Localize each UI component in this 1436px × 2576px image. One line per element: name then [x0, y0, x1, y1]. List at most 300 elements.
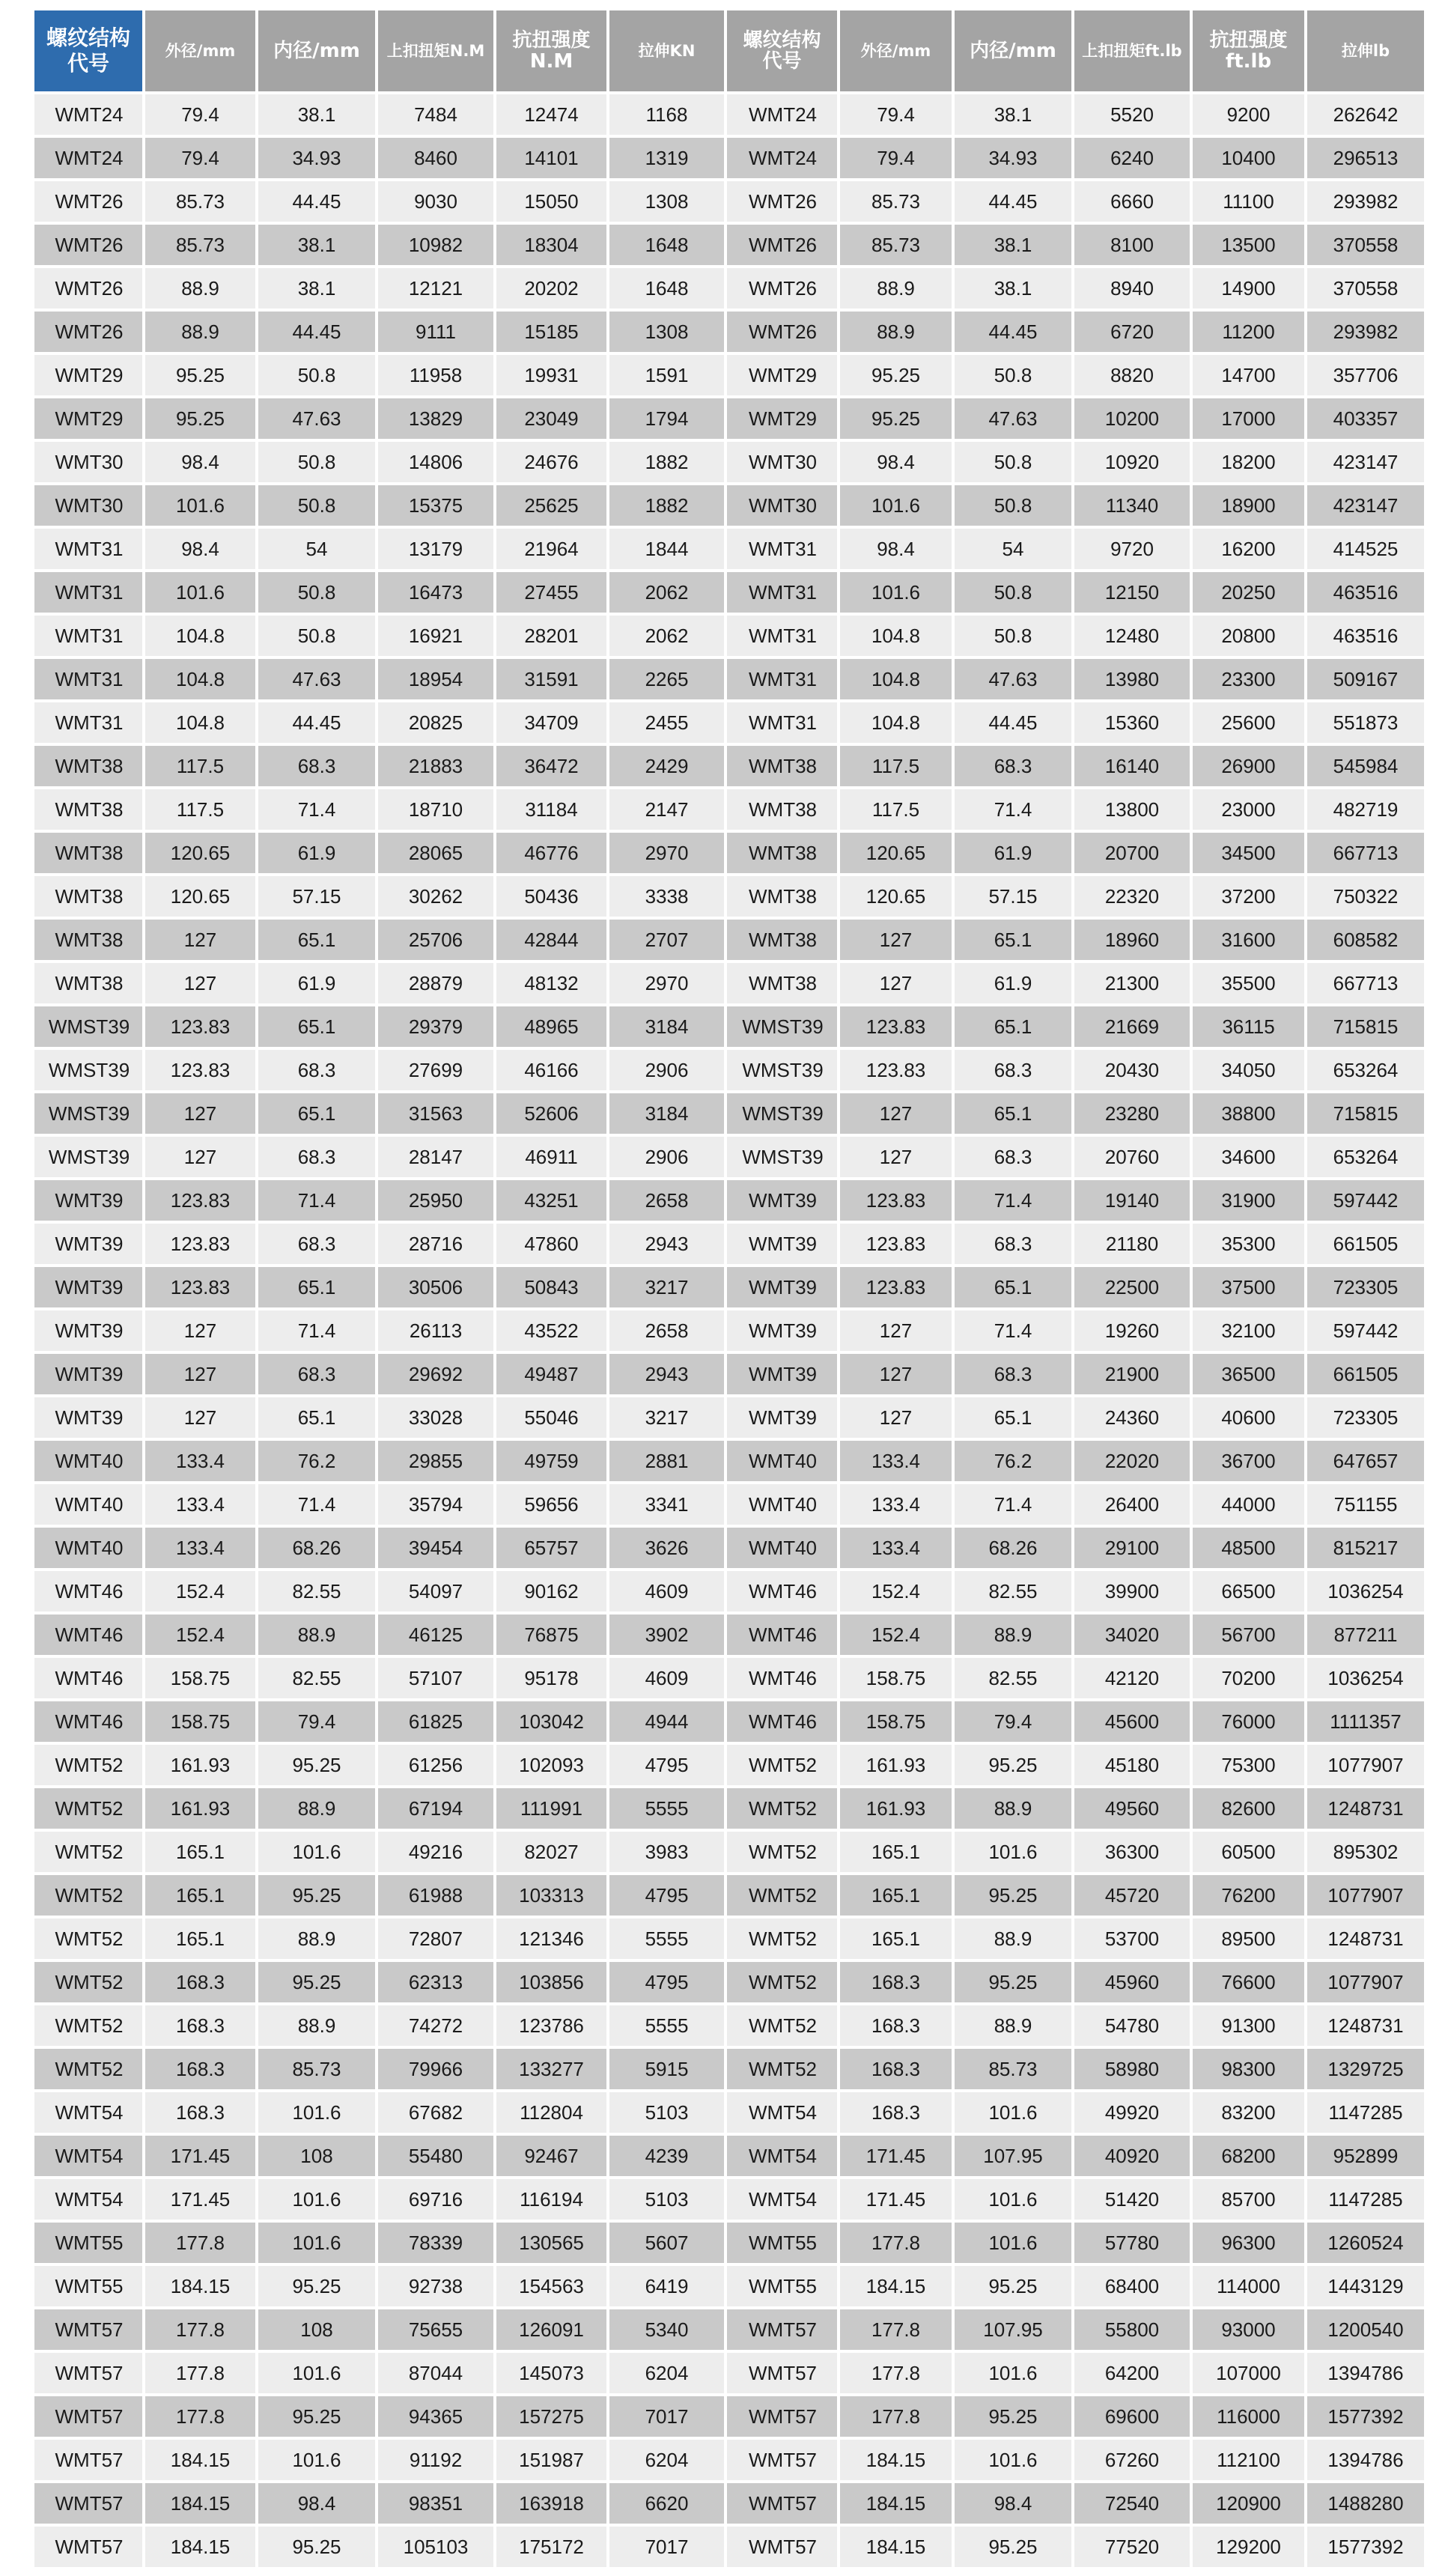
tensile-kn-cell: 5555: [609, 1919, 724, 1959]
outer-diameter-cell: 152.4: [840, 1571, 952, 1611]
makeup-torque-ftlb-cell: 21669: [1074, 1006, 1190, 1047]
torsional-strength-ftlb-cell: 129200: [1193, 2527, 1304, 2567]
inner-diameter-cell: 68.3: [258, 1354, 375, 1394]
torsional-strength-ftlb-cell: 25600: [1193, 702, 1304, 743]
outer-diameter-cell: 104.8: [145, 702, 255, 743]
torsional-strength-ftlb-cell: 98300: [1193, 2049, 1304, 2089]
table-row: [34, 94, 1424, 135]
table-row: [34, 1310, 1424, 1351]
table-row: [34, 876, 1424, 917]
thread-code-cell: WMT24: [34, 138, 142, 178]
torsional-strength-nm-cell: 154563: [496, 2266, 606, 2306]
thread-code-cell: WMT54: [727, 2092, 837, 2133]
inner-diameter-cell: 50.8: [258, 572, 375, 613]
outer-diameter-cell: 158.75: [840, 1701, 952, 1742]
outer-diameter-cell: 177.8: [145, 2396, 255, 2437]
thread-code-cell: WMT26: [34, 268, 142, 309]
outer-diameter-cell: 184.15: [840, 2440, 952, 2480]
torsional-strength-ftlb-cell: 32100: [1193, 1310, 1304, 1351]
torsional-strength-nm-cell: 133277: [496, 2049, 606, 2089]
inner-diameter-cell: 34.93: [258, 138, 375, 178]
header-makeup-torque-ftlb: 上扣扭矩ft.lb: [1074, 10, 1190, 91]
inner-diameter-cell: 95.25: [955, 1875, 1071, 1916]
makeup-torque-ftlb-cell: 54780: [1074, 2005, 1190, 2046]
inner-diameter-cell: 57.15: [955, 876, 1071, 917]
torsional-strength-nm-cell: 112804: [496, 2092, 606, 2133]
makeup-torque-nm-cell: 27699: [378, 1050, 493, 1090]
tensile-kn-cell: 3217: [609, 1397, 724, 1438]
thread-code-cell: WMT26: [727, 268, 837, 309]
makeup-torque-nm-cell: 20825: [378, 702, 493, 743]
torsional-strength-ftlb-cell: 91300: [1193, 2005, 1304, 2046]
tensile-kn-cell: 2707: [609, 920, 724, 960]
tensile-kn-cell: 5607: [609, 2223, 724, 2263]
makeup-torque-ftlb-cell: 13980: [1074, 659, 1190, 699]
tensile-lb-cell: 545984: [1307, 746, 1424, 786]
makeup-torque-ftlb-cell: 49560: [1074, 1788, 1190, 1829]
inner-diameter-cell: 71.4: [955, 1310, 1071, 1351]
torsional-strength-ftlb-cell: 31600: [1193, 920, 1304, 960]
thread-code-cell: WMT39: [727, 1310, 837, 1351]
torsional-strength-nm-cell: 121346: [496, 1919, 606, 1959]
tensile-kn-cell: 1882: [609, 485, 724, 526]
thread-code-cell: WMT26: [34, 181, 142, 222]
outer-diameter-cell: 133.4: [840, 1528, 952, 1568]
inner-diameter-cell: 50.8: [955, 485, 1071, 526]
outer-diameter-cell: 171.45: [145, 2136, 255, 2176]
table-row: [34, 2092, 1424, 2133]
tensile-kn-cell: 6620: [609, 2483, 724, 2524]
outer-diameter-cell: 168.3: [840, 1962, 952, 2002]
table-row: [34, 616, 1424, 656]
thread-code-cell: WMT39: [34, 1224, 142, 1264]
thread-code-cell: WMT55: [34, 2266, 142, 2306]
tensile-kn-cell: 3184: [609, 1093, 724, 1134]
makeup-torque-nm-cell: 29692: [378, 1354, 493, 1394]
torsional-strength-ftlb-cell: 120900: [1193, 2483, 1304, 2524]
torsional-strength-nm-cell: 157275: [496, 2396, 606, 2437]
torsional-strength-ftlb-cell: 14900: [1193, 268, 1304, 309]
thread-code-cell: WMT39: [727, 1267, 837, 1307]
tensile-kn-cell: 6204: [609, 2353, 724, 2393]
tensile-lb-cell: 597442: [1307, 1310, 1424, 1351]
torsional-strength-ftlb-cell: 14700: [1193, 355, 1304, 395]
torsional-strength-nm-cell: 50436: [496, 876, 606, 917]
torsional-strength-ftlb-cell: 37200: [1193, 876, 1304, 917]
thread-code-cell: WMT52: [727, 1788, 837, 1829]
header-torsional-strength-ftlb: 抗扭强度 ft.lb: [1193, 10, 1304, 91]
tensile-lb-cell: 723305: [1307, 1267, 1424, 1307]
outer-diameter-cell: 104.8: [840, 702, 952, 743]
inner-diameter-cell: 68.3: [258, 746, 375, 786]
inner-diameter-cell: 50.8: [258, 485, 375, 526]
table-row: [34, 485, 1424, 526]
outer-diameter-cell: 117.5: [840, 746, 952, 786]
torsional-strength-ftlb-cell: 34600: [1193, 1137, 1304, 1177]
makeup-torque-nm-cell: 94365: [378, 2396, 493, 2437]
outer-diameter-cell: 123.83: [840, 1006, 952, 1047]
outer-diameter-cell: 117.5: [145, 789, 255, 830]
thread-code-cell: WMT31: [34, 702, 142, 743]
thread-code-cell: WMT38: [34, 920, 142, 960]
thread-code-cell: WMT57: [727, 2527, 837, 2567]
makeup-torque-nm-cell: 31563: [378, 1093, 493, 1134]
thread-code-cell: WMT38: [34, 746, 142, 786]
thread-code-cell: WMT57: [727, 2396, 837, 2437]
tensile-kn-cell: 5915: [609, 2049, 724, 2089]
outer-diameter-cell: 158.75: [145, 1658, 255, 1698]
makeup-torque-ftlb-cell: 6720: [1074, 312, 1190, 352]
tensile-kn-cell: 2265: [609, 659, 724, 699]
outer-diameter-cell: 117.5: [145, 746, 255, 786]
table-row: [34, 225, 1424, 265]
inner-diameter-cell: 68.3: [258, 1224, 375, 1264]
makeup-torque-nm-cell: 67682: [378, 2092, 493, 2133]
tensile-lb-cell: 482719: [1307, 789, 1424, 830]
inner-diameter-cell: 85.73: [955, 2049, 1071, 2089]
torsional-strength-nm-cell: 130565: [496, 2223, 606, 2263]
thread-code-cell: WMT29: [34, 398, 142, 439]
torsional-strength-nm-cell: 46166: [496, 1050, 606, 1090]
inner-diameter-cell: 44.45: [258, 702, 375, 743]
tensile-lb-cell: 403357: [1307, 398, 1424, 439]
outer-diameter-cell: 88.9: [145, 312, 255, 352]
header-tensile-kn: 拉伸KN: [609, 10, 724, 91]
thread-code-cell: WMT38: [34, 876, 142, 917]
tensile-kn-cell: 4795: [609, 1745, 724, 1785]
table-row: [34, 529, 1424, 569]
torsional-strength-nm-cell: 20202: [496, 268, 606, 309]
makeup-torque-ftlb-cell: 13800: [1074, 789, 1190, 830]
outer-diameter-cell: 171.45: [840, 2179, 952, 2220]
makeup-torque-nm-cell: 13829: [378, 398, 493, 439]
thread-code-cell: WMT46: [727, 1658, 837, 1698]
thread-code-cell: WMT57: [34, 2396, 142, 2437]
torsional-strength-ftlb-cell: 93000: [1193, 2309, 1304, 2350]
inner-diameter-cell: 68.3: [955, 1354, 1071, 1394]
tensile-kn-cell: 1319: [609, 138, 724, 178]
tensile-lb-cell: 667713: [1307, 833, 1424, 873]
torsional-strength-nm-cell: 15185: [496, 312, 606, 352]
thread-spec-table: [31, 7, 1427, 2570]
tensile-lb-cell: 653264: [1307, 1137, 1424, 1177]
inner-diameter-cell: 95.25: [955, 2266, 1071, 2306]
thread-code-cell: WMST39: [34, 1093, 142, 1134]
tensile-kn-cell: 1882: [609, 442, 724, 482]
outer-diameter-cell: 133.4: [145, 1484, 255, 1525]
thread-code-cell: WMST39: [727, 1006, 837, 1047]
outer-diameter-cell: 88.9: [840, 268, 952, 309]
inner-diameter-cell: 88.9: [955, 1788, 1071, 1829]
outer-diameter-cell: 123.83: [840, 1180, 952, 1221]
outer-diameter-cell: 158.75: [840, 1658, 952, 1698]
outer-diameter-cell: 88.9: [145, 268, 255, 309]
torsional-strength-nm-cell: 82027: [496, 1832, 606, 1872]
inner-diameter-cell: 68.3: [258, 1137, 375, 1177]
torsional-strength-ftlb-cell: 20800: [1193, 616, 1304, 656]
thread-code-cell: WMT54: [34, 2136, 142, 2176]
outer-diameter-cell: 161.93: [145, 1788, 255, 1829]
outer-diameter-cell: 98.4: [840, 442, 952, 482]
inner-diameter-cell: 38.1: [955, 225, 1071, 265]
thread-code-cell: WMT40: [34, 1528, 142, 1568]
inner-diameter-cell: 79.4: [955, 1701, 1071, 1742]
torsional-strength-ftlb-cell: 26900: [1193, 746, 1304, 786]
table-row: [34, 1093, 1424, 1134]
inner-diameter-cell: 95.25: [258, 1745, 375, 1785]
thread-code-cell: WMT40: [34, 1484, 142, 1525]
thread-code-cell: WMT57: [34, 2527, 142, 2567]
makeup-torque-nm-cell: 72807: [378, 1919, 493, 1959]
tensile-kn-cell: 1168: [609, 94, 724, 135]
torsional-strength-nm-cell: 18304: [496, 225, 606, 265]
torsional-strength-nm-cell: 31184: [496, 789, 606, 830]
outer-diameter-cell: 117.5: [840, 789, 952, 830]
torsional-strength-nm-cell: 76875: [496, 1614, 606, 1655]
thread-code-cell: WMT55: [727, 2223, 837, 2263]
inner-diameter-cell: 61.9: [955, 963, 1071, 1003]
outer-diameter-cell: 165.1: [145, 1832, 255, 1872]
torsional-strength-nm-cell: 151987: [496, 2440, 606, 2480]
outer-diameter-cell: 123.83: [840, 1267, 952, 1307]
thread-code-cell: WMT52: [34, 1919, 142, 1959]
makeup-torque-ftlb-cell: 16140: [1074, 746, 1190, 786]
torsional-strength-ftlb-cell: 76600: [1193, 1962, 1304, 2002]
tensile-lb-cell: 667713: [1307, 963, 1424, 1003]
makeup-torque-nm-cell: 18710: [378, 789, 493, 830]
thread-code-cell: WMT38: [34, 789, 142, 830]
inner-diameter-cell: 101.6: [955, 2353, 1071, 2393]
outer-diameter-cell: 88.9: [840, 312, 952, 352]
thread-code-cell: WMT26: [34, 225, 142, 265]
thread-code-cell: WMT57: [727, 2309, 837, 2350]
inner-diameter-cell: 88.9: [955, 1919, 1071, 1959]
tensile-kn-cell: 3184: [609, 1006, 724, 1047]
outer-diameter-cell: 177.8: [840, 2396, 952, 2437]
thread-code-cell: WMT40: [727, 1441, 837, 1481]
outer-diameter-cell: 177.8: [840, 2309, 952, 2350]
table-row: [34, 2223, 1424, 2263]
thread-code-cell: WMT31: [727, 702, 837, 743]
torsional-strength-nm-cell: 103042: [496, 1701, 606, 1742]
makeup-torque-ftlb-cell: 12150: [1074, 572, 1190, 613]
inner-diameter-cell: 50.8: [258, 616, 375, 656]
outer-diameter-cell: 123.83: [145, 1224, 255, 1264]
tensile-kn-cell: 3983: [609, 1832, 724, 1872]
tensile-kn-cell: 2062: [609, 616, 724, 656]
outer-diameter-cell: 127: [840, 1354, 952, 1394]
thread-code-cell: WMT39: [727, 1224, 837, 1264]
outer-diameter-cell: 165.1: [840, 1875, 952, 1916]
torsional-strength-ftlb-cell: 83200: [1193, 2092, 1304, 2133]
torsional-strength-nm-cell: 90162: [496, 1571, 606, 1611]
table-row: [34, 2005, 1424, 2046]
tensile-lb-cell: 1248731: [1307, 1919, 1424, 1959]
thread-code-cell: WMST39: [34, 1050, 142, 1090]
outer-diameter-cell: 123.83: [145, 1267, 255, 1307]
inner-diameter-cell: 61.9: [258, 963, 375, 1003]
torsional-strength-nm-cell: 15050: [496, 181, 606, 222]
thread-code-cell: WMT38: [727, 833, 837, 873]
tensile-kn-cell: 4609: [609, 1571, 724, 1611]
thread-code-cell: WMT52: [727, 1832, 837, 1872]
torsional-strength-ftlb-cell: 75300: [1193, 1745, 1304, 1785]
torsional-strength-ftlb-cell: 70200: [1193, 1658, 1304, 1698]
inner-diameter-cell: 50.8: [955, 616, 1071, 656]
outer-diameter-cell: 161.93: [840, 1745, 952, 1785]
thread-code-cell: WMT26: [727, 181, 837, 222]
table-row: [34, 1397, 1424, 1438]
thread-code-cell: WMT39: [34, 1267, 142, 1307]
tensile-lb-cell: 751155: [1307, 1484, 1424, 1525]
thread-code-cell: WMT29: [727, 355, 837, 395]
table-row: [34, 2396, 1424, 2437]
tensile-kn-cell: 2062: [609, 572, 724, 613]
outer-diameter-cell: 177.8: [840, 2353, 952, 2393]
tensile-kn-cell: 7017: [609, 2396, 724, 2437]
inner-diameter-cell: 65.1: [258, 1006, 375, 1047]
tensile-kn-cell: 5555: [609, 2005, 724, 2046]
thread-code-cell: WMT39: [34, 1180, 142, 1221]
makeup-torque-ftlb-cell: 40920: [1074, 2136, 1190, 2176]
outer-diameter-cell: 127: [840, 963, 952, 1003]
inner-diameter-cell: 38.1: [258, 268, 375, 309]
inner-diameter-cell: 50.8: [258, 442, 375, 482]
outer-diameter-cell: 168.3: [145, 2005, 255, 2046]
makeup-torque-ftlb-cell: 67260: [1074, 2440, 1190, 2480]
inner-diameter-cell: 50.8: [955, 355, 1071, 395]
makeup-torque-ftlb-cell: 51420: [1074, 2179, 1190, 2220]
makeup-torque-nm-cell: 15375: [378, 485, 493, 526]
makeup-torque-nm-cell: 54097: [378, 1571, 493, 1611]
outer-diameter-cell: 123.83: [840, 1224, 952, 1264]
torsional-strength-nm-cell: 43251: [496, 1180, 606, 1221]
makeup-torque-nm-cell: 87044: [378, 2353, 493, 2393]
inner-diameter-cell: 101.6: [258, 2440, 375, 2480]
inner-diameter-cell: 65.1: [258, 1267, 375, 1307]
thread-code-cell: WMT38: [727, 789, 837, 830]
inner-diameter-cell: 50.8: [955, 442, 1071, 482]
makeup-torque-nm-cell: 13179: [378, 529, 493, 569]
tensile-kn-cell: 2943: [609, 1354, 724, 1394]
outer-diameter-cell: 104.8: [145, 616, 255, 656]
makeup-torque-nm-cell: 18954: [378, 659, 493, 699]
makeup-torque-ftlb-cell: 45720: [1074, 1875, 1190, 1916]
outer-diameter-cell: 177.8: [145, 2223, 255, 2263]
makeup-torque-ftlb-cell: 45960: [1074, 1962, 1190, 2002]
inner-diameter-cell: 88.9: [258, 1788, 375, 1829]
torsional-strength-nm-cell: 65757: [496, 1528, 606, 1568]
makeup-torque-ftlb-cell: 20700: [1074, 833, 1190, 873]
tensile-kn-cell: 1591: [609, 355, 724, 395]
makeup-torque-nm-cell: 30506: [378, 1267, 493, 1307]
outer-diameter-cell: 177.8: [145, 2309, 255, 2350]
inner-diameter-cell: 85.73: [258, 2049, 375, 2089]
inner-diameter-cell: 101.6: [258, 2179, 375, 2220]
inner-diameter-cell: 71.4: [955, 789, 1071, 830]
torsional-strength-nm-cell: 52606: [496, 1093, 606, 1134]
torsional-strength-ftlb-cell: 38800: [1193, 1093, 1304, 1134]
outer-diameter-cell: 165.1: [145, 1919, 255, 1959]
tensile-lb-cell: 750322: [1307, 876, 1424, 917]
makeup-torque-nm-cell: 7484: [378, 94, 493, 135]
inner-diameter-cell: 101.6: [955, 2092, 1071, 2133]
outer-diameter-cell: 168.3: [840, 2092, 952, 2133]
torsional-strength-nm-cell: 25625: [496, 485, 606, 526]
table-row: [34, 2440, 1424, 2480]
thread-code-cell: WMT52: [727, 1919, 837, 1959]
inner-diameter-cell: 101.6: [955, 2440, 1071, 2480]
outer-diameter-cell: 168.3: [145, 2049, 255, 2089]
outer-diameter-cell: 127: [145, 1310, 255, 1351]
makeup-torque-nm-cell: 98351: [378, 2483, 493, 2524]
inner-diameter-cell: 47.63: [258, 659, 375, 699]
inner-diameter-cell: 65.1: [258, 1397, 375, 1438]
outer-diameter-cell: 120.65: [840, 833, 952, 873]
thread-code-cell: WMT29: [727, 398, 837, 439]
inner-diameter-cell: 71.4: [258, 1484, 375, 1525]
makeup-torque-ftlb-cell: 29100: [1074, 1528, 1190, 1568]
outer-diameter-cell: 104.8: [840, 616, 952, 656]
outer-diameter-cell: 152.4: [145, 1571, 255, 1611]
outer-diameter-cell: 133.4: [840, 1441, 952, 1481]
torsional-strength-ftlb-cell: 17000: [1193, 398, 1304, 439]
header-tensile-lb: 拉伸lb: [1307, 10, 1424, 91]
tensile-kn-cell: 5103: [609, 2179, 724, 2220]
table-row: [34, 268, 1424, 309]
inner-diameter-cell: 65.1: [955, 1397, 1071, 1438]
makeup-torque-ftlb-cell: 64200: [1074, 2353, 1190, 2393]
thread-code-cell: WMT46: [727, 1571, 837, 1611]
tensile-lb-cell: 608582: [1307, 920, 1424, 960]
thread-code-cell: WMT54: [727, 2136, 837, 2176]
tensile-kn-cell: 5340: [609, 2309, 724, 2350]
makeup-torque-ftlb-cell: 18960: [1074, 920, 1190, 960]
makeup-torque-nm-cell: 75655: [378, 2309, 493, 2350]
header-makeup-torque-nm: 上扣扭矩N.M: [378, 10, 493, 91]
makeup-torque-ftlb-cell: 72540: [1074, 2483, 1190, 2524]
torsional-strength-ftlb-cell: 37500: [1193, 1267, 1304, 1307]
torsional-strength-ftlb-cell: 36500: [1193, 1354, 1304, 1394]
inner-diameter-cell: 57.15: [258, 876, 375, 917]
thread-code-cell: WMT31: [727, 616, 837, 656]
tensile-lb-cell: 370558: [1307, 268, 1424, 309]
tensile-kn-cell: 2906: [609, 1137, 724, 1177]
table-row: [34, 442, 1424, 482]
thread-code-cell: WMT31: [34, 529, 142, 569]
outer-diameter-cell: 101.6: [145, 485, 255, 526]
makeup-torque-nm-cell: 8460: [378, 138, 493, 178]
inner-diameter-cell: 71.4: [955, 1484, 1071, 1525]
table-row: [34, 1614, 1424, 1655]
torsional-strength-ftlb-cell: 116000: [1193, 2396, 1304, 2437]
inner-diameter-cell: 47.63: [955, 659, 1071, 699]
torsional-strength-nm-cell: 19931: [496, 355, 606, 395]
outer-diameter-cell: 127: [145, 963, 255, 1003]
outer-diameter-cell: 98.4: [145, 529, 255, 569]
makeup-torque-nm-cell: 49216: [378, 1832, 493, 1872]
inner-diameter-cell: 108: [258, 2309, 375, 2350]
makeup-torque-ftlb-cell: 26400: [1074, 1484, 1190, 1525]
inner-diameter-cell: 71.4: [258, 1180, 375, 1221]
header-inner-diameter-imperial: 内径/mm: [955, 10, 1071, 91]
inner-diameter-cell: 82.55: [955, 1571, 1071, 1611]
thread-code-cell: WMT38: [727, 746, 837, 786]
inner-diameter-cell: 68.26: [258, 1528, 375, 1568]
inner-diameter-cell: 65.1: [955, 1267, 1071, 1307]
table-row: [34, 181, 1424, 222]
makeup-torque-nm-cell: 12121: [378, 268, 493, 309]
